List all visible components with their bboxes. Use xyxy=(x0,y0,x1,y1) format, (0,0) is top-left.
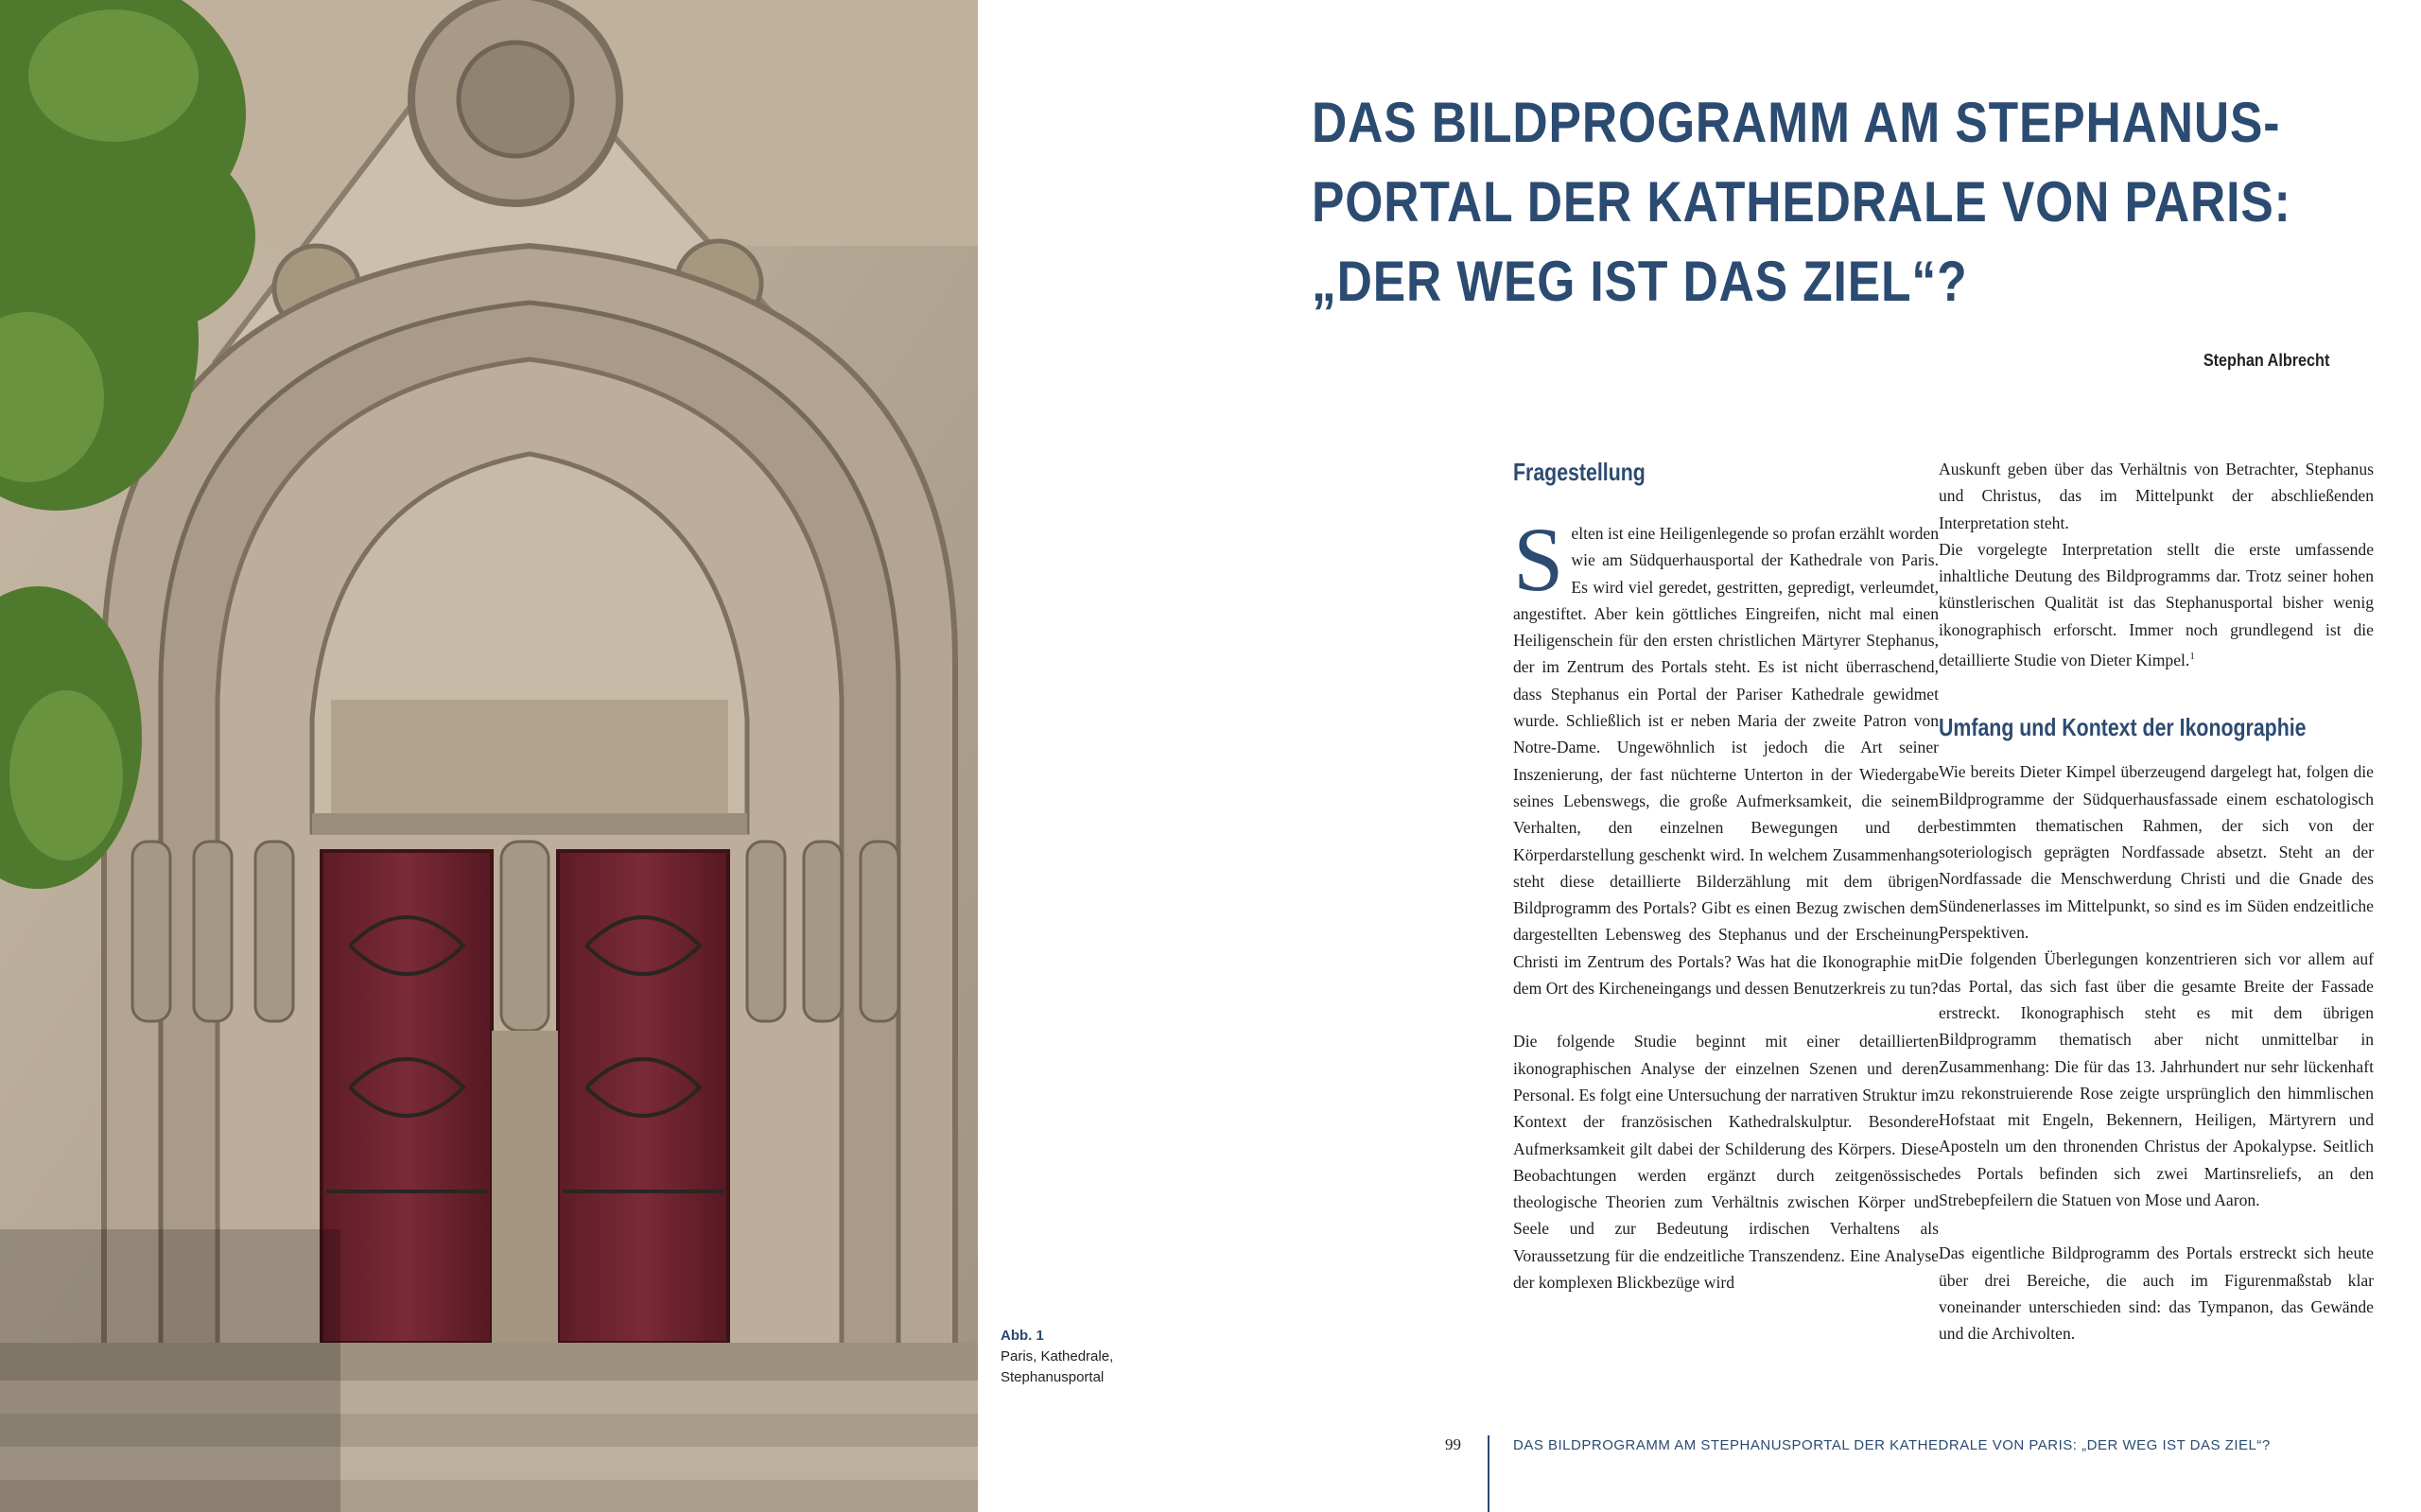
footer-divider xyxy=(1488,1435,1489,1512)
running-head: DAS BILDPROGRAMM AM STEPHANUSPORTAL DER KATHEDRALE VON PARIS: „DER WEG IST DAS ZIEL“? xyxy=(1513,1437,2271,1453)
article-title xyxy=(1312,83,2371,322)
paragraph-portal: Die folgenden Überlegungen konzentrieren sich vor allem auf das Portal, das sich fast über die gesamte Breite der Fassade erstreckt. Ikonographisch steht es mit dem übrigen Bildprogramm thematisch aber nicht unmittelbar in Zusammenhang: Die für das 13. Jahrhundert nur sehr lückenhaft zu rekonstruierende Rose zeigte ursprünglich den himmlischen Hofstaat mit Engeln, Bekennern, Heiligen, Märtyrern und Aposteln um den thronenden Christus der Apokalypse. Seitlich des Portals befinden sich zwei Martinsreliefs, an den Strebepfeilern die Statuen von Mose und Aaron. xyxy=(1939,949,2374,1209)
page-number: 99 xyxy=(1445,1435,1461,1453)
footnote-marker[interactable]: 1 xyxy=(2189,651,2195,663)
title-line-2: PORTAL DER KATHEDRALE VON PARIS: xyxy=(1312,170,2291,234)
paragraph-context: Wie bereits Dieter Kimpel überzeugend dargelegt hat, folgen die Bildprogramme der Südquerhausfassade einem eschatologisch bestimmten thematischen Rahmen, der sich von der soteriologisch geprägten Nordfassade absetzt. Steht an der Nordfassade die Menschwerdung Christi und die Gnade des Sündenerlasses im Mittelpunkt, so sind es im Süden endzeitliche Perspektiven. xyxy=(1939,762,2374,943)
paragraph-interpretation xyxy=(1939,536,2374,673)
figure-caption xyxy=(1001,1326,1190,1388)
paragraph-continuation: Auskunft geben über das Verhältnis von Betrachter, Stephanus und Christus, das im Mittelpunkt der abschließenden Interpretation steht. xyxy=(1939,460,2374,532)
paragraph-intro xyxy=(1513,509,1939,1001)
drop-cap: S xyxy=(1513,509,1564,610)
section-heading-umfang: Umfang und Kontext der Ikonographie xyxy=(1939,713,2307,742)
section-heading-fragestellung: Fragestellung xyxy=(1513,458,1646,486)
paragraph-program: Das eigentliche Bildprogramm des Portals erstreckt sich heute über drei Bereiche, die auch im Figurenmaßstab klar voneinander unterschieden sind: das Tympanon, das Gewände und die Archivolten. xyxy=(1939,1243,2374,1344)
figure-caption-line-1: Paris, Kathedrale, xyxy=(1001,1348,1114,1364)
text-column-left xyxy=(1513,456,1939,1295)
title-line-3: „DER WEG IST DAS ZIEL“? xyxy=(1312,250,1968,313)
paragraph-intro-text: elten ist eine Heiligenlegende so profan erzählt worden wie am Südquerhausportal der Kathedrale von Paris. Es wird viel geredet, gestritten, gepredigt, verleumdet, angestiftet. Aber kein göttliches Eingreifen, nicht mal einen Heiligenschein für den ersten christlichen Märtyrer Stephanus, der im Zentrum des Portals steht. Es ist nicht überraschend, dass Stephanus ein Portal der Pariser Kathedrale gewidmet wurde. Schließlich ist er neben Maria der zweite Patron von Notre-Dame. Ungewöhnlich ist jedoch die Art seiner Inszenierung, der fast nüchterne Unterton in der Wiedergabe seines Lebenswegs, die große Aufmerksamkeit, die seinem Verhalten, den einzelnen Bewegungen und der Körperdarstellung geschenkt wird. In welchem Zusammenhang steht diese detaillierte Bilderzählung mit dem übrigen Bildprogramm des Portals? Gibt es einen Bezug zwischen dem dargestellten Lebensweg des Stephanus und der Erscheinung Christi im Zentrum des Portals? Was hat die Ikonographie mit dem Ort des Kircheneingangs und dessen Benutzerkreis zu tun? xyxy=(1513,524,1939,999)
author-name: Stephan Albrecht xyxy=(2203,351,2329,370)
paragraph-interpretation-text: Die vorgelegte Interpretation stellt die erste umfassende inhaltliche Deutung des Bildprogramms dar. Trotz seiner hohen künstlerischen Qualität ist das Stephanusportal bisher wenig ikonographisch erforscht. Immer noch grundlegend ist die detaillierte Studie von Dieter Kimpel. xyxy=(1939,539,2374,669)
figure-caption-line-2: Stephanusportal xyxy=(1001,1369,1105,1385)
title-line-1: DAS BILDPROGRAMM AM STEPHANUS- xyxy=(1312,91,2281,154)
figure-label: Abb. 1 xyxy=(1001,1328,1044,1344)
portal-photograph xyxy=(0,0,978,1512)
paragraph-method: Die folgende Studie beginnt mit einer detaillierten ikonographischen Analyse der einzelnen Szenen und deren Personal. Es folgt eine Untersuchung der narrativen Struktur im Kontext der französischen Kathedralskulptur. Besondere Aufmerksamkeit gilt dabei der Schilderung des Körpers. Diese Beobachtungen werden ergänzt durch zeitgenössische theologische Theorien zum Verhältnis zwischen Körper und Seele und zur Bedeutung irdischen Verhaltens als Voraussetzung für die endzeitliche Transzendenz. Eine Analyse der komplexen Blickbezüge wird xyxy=(1513,1032,1939,1293)
text-column-right xyxy=(1939,456,2374,1347)
